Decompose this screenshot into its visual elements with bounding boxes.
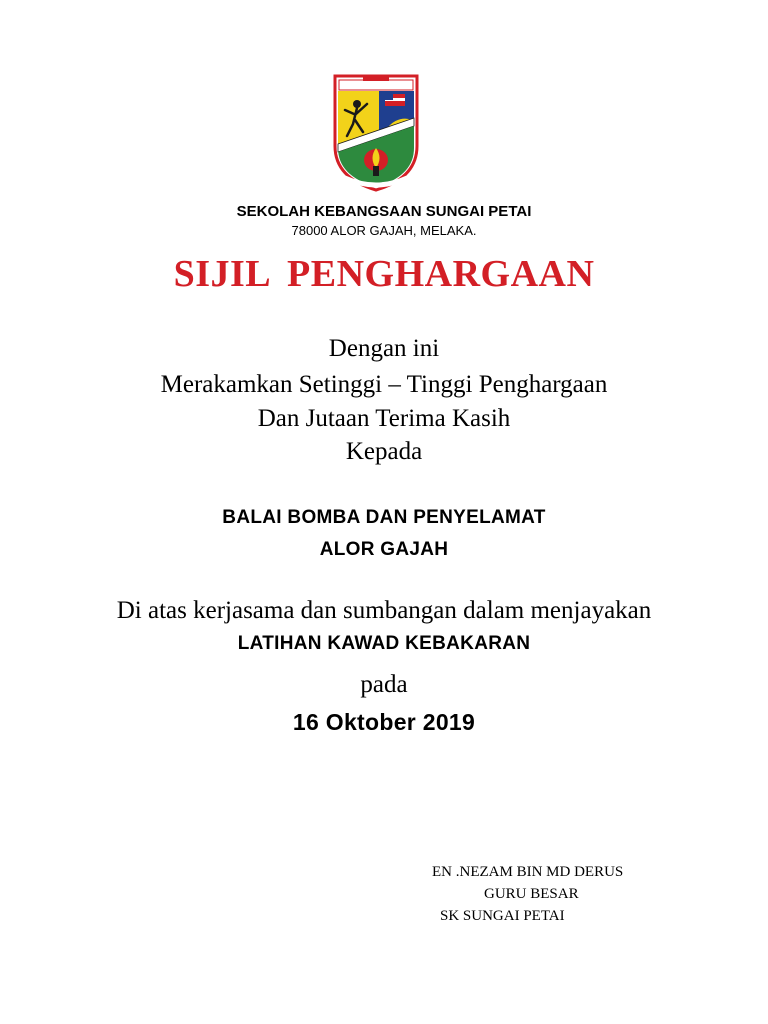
intro-line-4: Kepada xyxy=(345,438,423,465)
intro-line-3: Dan Jutaan Terima Kasih xyxy=(257,405,511,432)
school-address: 78000 ALOR GAJAH, MELAKA. xyxy=(291,223,477,238)
signatory-school: SK SUNGAI PETAI xyxy=(440,908,565,924)
event-name: LATIHAN KAWAD KEBAKARAN xyxy=(237,633,531,654)
purpose-text: Di atas kerjasama dan sumbangan dalam menjayakan xyxy=(116,597,652,624)
event-date: 16 Oktober 2019 xyxy=(292,709,476,735)
signatory-name: EN .NEZAM BIN MD DERUS xyxy=(432,864,624,880)
recipient-line-2: ALOR GAJAH xyxy=(319,539,449,560)
signatory-position: GURU BESAR xyxy=(484,886,579,902)
intro-line-2: Merakamkan Setinggi – Tinggi Penghargaan xyxy=(160,371,608,398)
on-word: pada xyxy=(360,671,408,698)
certificate-title: SIJIL PENGHARGAAN xyxy=(173,253,595,295)
intro-line-1: Dengan ini xyxy=(328,335,440,362)
school-crest-logo xyxy=(333,74,419,192)
recipient-line-1: BALAI BOMBA DAN PENYELAMAT xyxy=(222,507,546,528)
school-name: SEKOLAH KEBANGSAAN SUNGAI PETAI xyxy=(236,203,532,220)
